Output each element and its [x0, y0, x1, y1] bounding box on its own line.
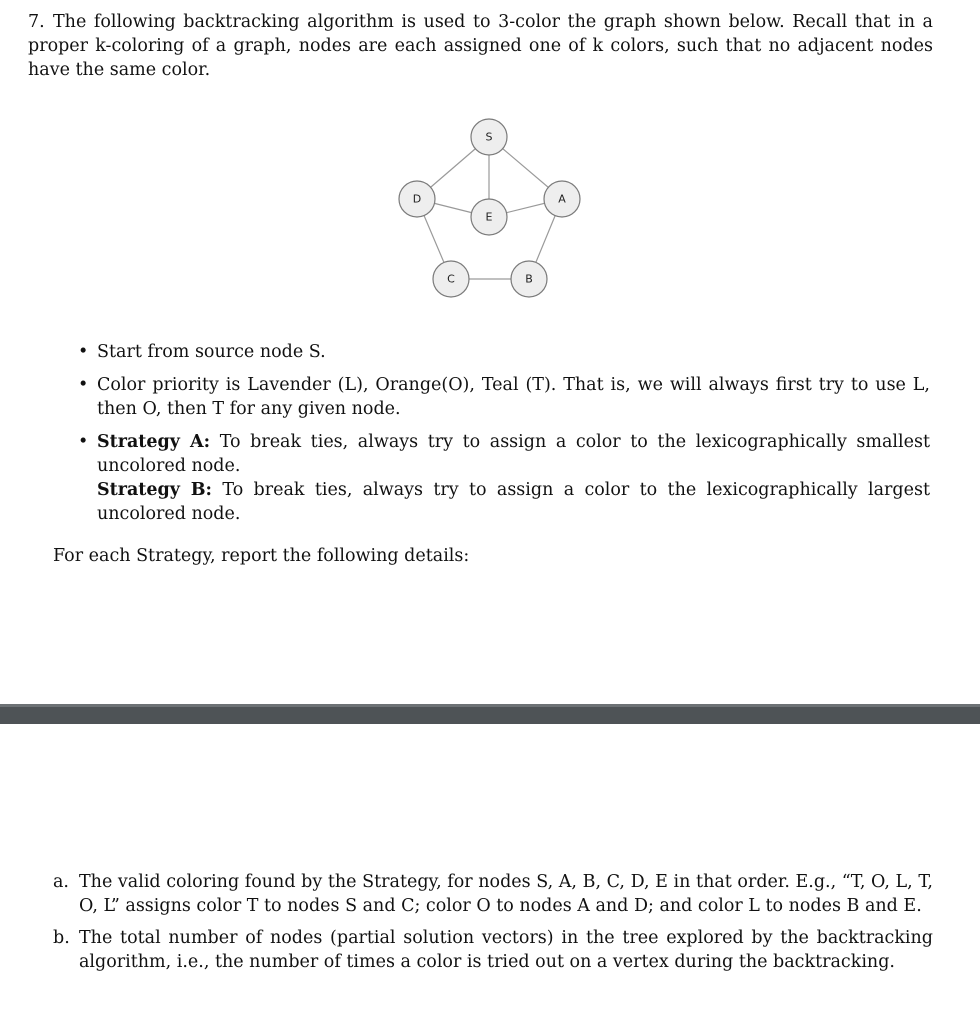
- strategy-b-text: To break ties, always try to assign a color to the lexicographically largest uncolored node.: [97, 480, 930, 524]
- parts-list: [53, 870, 933, 982]
- bullet-list: [70, 340, 930, 535]
- bullet-item: • Color priority is Lavender (L), Orange(O), Teal (T). That is, we will always first try to use L, then O, then T for any given node.: [78, 375, 930, 419]
- svg-text:D: D: [412, 192, 422, 206]
- node-s: [471, 119, 507, 155]
- page-divider: [0, 704, 980, 724]
- question-number: 7.: [28, 12, 45, 32]
- bullet-item-strategies: • Strategy A: To break ties, always try to assign a color to the lexicographically smallest uncolored node. Strategy B: To break ties, always try to assign a color to the lexicographically largest uncolored node.: [78, 432, 930, 524]
- svg-text:C: C: [447, 272, 455, 286]
- node-d: [399, 181, 435, 217]
- node-a: [544, 181, 580, 217]
- question-body: The following backtracking algorithm is used to 3-color the graph shown below. Recall that in a proper k-coloring of a graph, nodes are each assigned one of k colors, such that no adjacent nodes have the same color.: [28, 12, 933, 80]
- strategy-a-label: Strategy A:: [97, 432, 211, 452]
- strategy-b-label: Strategy B:: [97, 480, 213, 500]
- node-b: [511, 261, 547, 297]
- svg-text:B: B: [525, 272, 533, 286]
- part-b: b. The total number of nodes (partial solution vectors) in the tree explored by the backtracking algorithm, i.e., the number of times a color is tried out on a vertex during the backtracking.: [53, 928, 933, 972]
- strategy-a-text: To break ties, always try to assign a color to the lexicographically smallest uncolored node.: [97, 432, 930, 476]
- svg-text:S: S: [485, 130, 493, 144]
- svg-text:E: E: [485, 210, 493, 224]
- svg-text:A: A: [558, 192, 566, 206]
- node-e: [471, 199, 507, 235]
- node-c: [433, 261, 469, 297]
- graph-diagram: [0, 0, 980, 330]
- report-intro: For each Strategy, report the following details:: [53, 546, 470, 566]
- part-a: a. The valid coloring found by the Strategy, for nodes S, A, B, C, D, E in that order. E.g., “T, O, L, T, O, L” assigns color T to nodes S and C; color O to nodes A and D; and color L to nodes B and E.: [53, 872, 933, 916]
- bullet-item: • Start from source node S.: [78, 342, 326, 362]
